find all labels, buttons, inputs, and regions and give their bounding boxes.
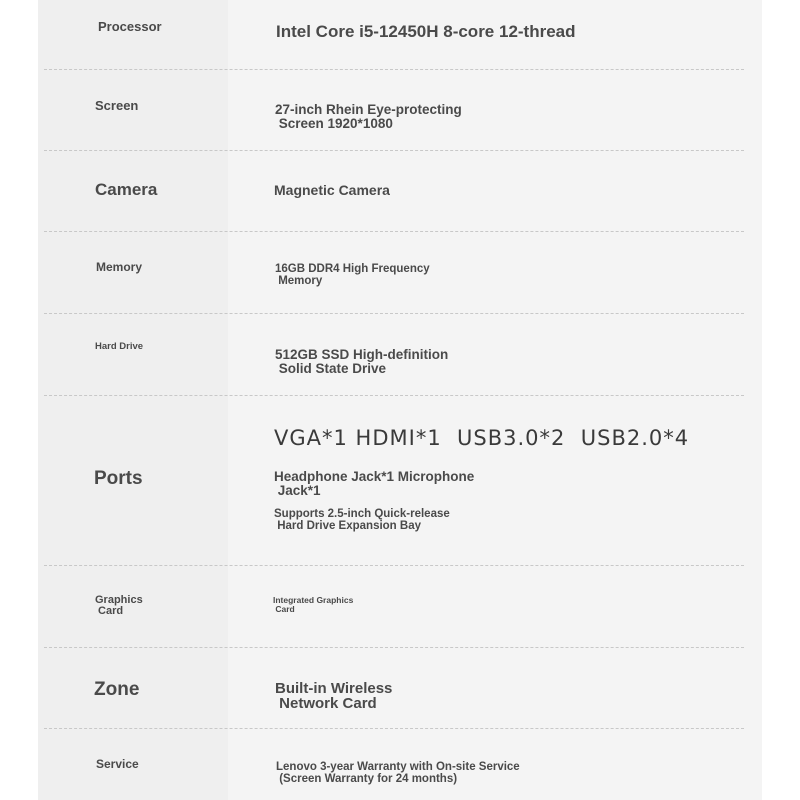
spec-value: Intel Core i5-12450H 8-core 12-thread <box>276 22 576 41</box>
spec-label: Screen <box>95 98 139 113</box>
row-separator <box>44 395 744 396</box>
spec-label: Hard Drive <box>95 341 144 352</box>
spec-value: 16GB DDR4 High Frequency Memory <box>275 263 430 287</box>
row-separator <box>44 647 744 648</box>
spec-label: Ports <box>94 468 143 489</box>
ports-list: VGA*1 HDMI*1 USB3.0*2 USB2.0*4 <box>274 426 690 450</box>
spec-label: Processor <box>98 19 162 34</box>
row-separator <box>44 150 744 151</box>
spec-value: 27-inch Rhein Eye-protecting Screen 1920*1080 <box>275 102 462 131</box>
jacks-value: Headphone Jack*1 Microphone Jack*1 <box>274 469 475 498</box>
spec-value: Magnetic Camera <box>274 182 390 198</box>
spec-value: Built-in Wireless Network Card <box>275 680 393 713</box>
spec-label: Zone <box>94 679 140 700</box>
spec-value: 512GB SSD High-definition Solid State Drive <box>275 347 449 376</box>
row-separator <box>44 231 744 232</box>
spec-label: Memory <box>96 260 143 274</box>
spec-label: Camera <box>95 180 158 199</box>
spec-value: Integrated Graphics Card <box>273 595 354 614</box>
row-separator <box>44 69 744 70</box>
expansion-bay-value: Supports 2.5-inch Quick-release Hard Drive Expansion Bay <box>274 508 450 532</box>
spec-label: Service <box>96 757 139 771</box>
row-separator <box>44 728 744 729</box>
row-separator <box>44 565 744 566</box>
spec-value: Lenovo 3-year Warranty with On-site Service (Screen Warranty for 24 months) <box>276 761 520 785</box>
row-separator <box>44 313 744 314</box>
spec-label: Graphics Card <box>95 594 143 617</box>
